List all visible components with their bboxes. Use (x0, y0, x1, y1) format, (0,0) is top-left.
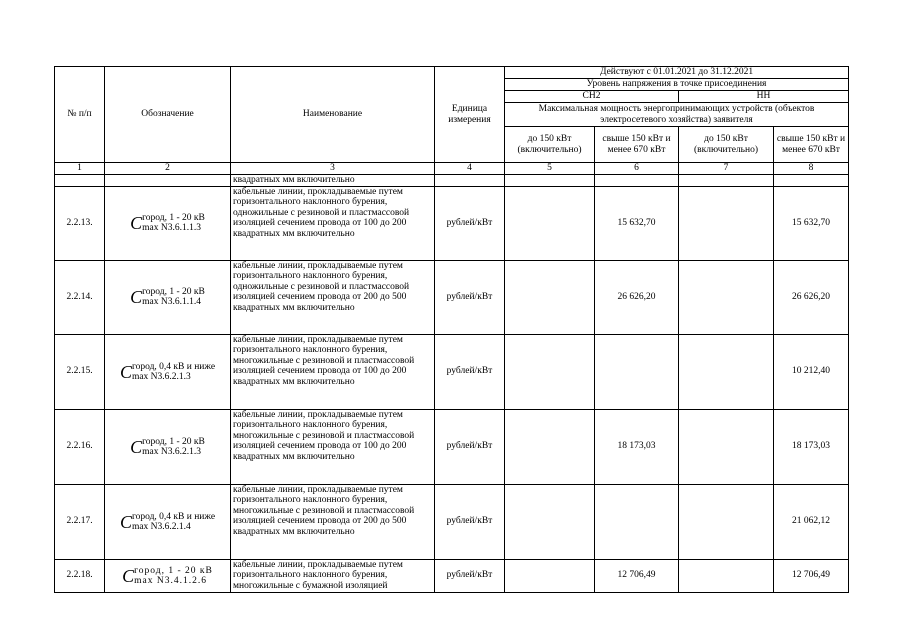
value-col8: 12 706,49 (774, 559, 849, 592)
row-number: 2.2.18. (55, 559, 105, 592)
row-number: 2.2.15. (55, 334, 105, 409)
col-number: 1 (55, 163, 105, 175)
value-col7 (679, 186, 774, 260)
table-row (55, 186, 849, 260)
row-unit: рублей/кВт (435, 559, 505, 592)
value-col6 (595, 334, 679, 409)
continuation-text: квадратных мм включительно (231, 174, 435, 186)
row-unit: рублей/кВт (435, 186, 505, 260)
col-number: 6 (595, 163, 679, 175)
row-name: кабельные линии, прокладываемые путем горизонтального наклонного бурения, многожильные с резиновой и пластмассовой изоляцией сечением провода от 100 до 200 квадратных мм включительно (231, 334, 435, 409)
value-col5 (505, 484, 595, 559)
table-row (55, 484, 849, 559)
code-symbol: C (119, 511, 132, 532)
header-ch2: СН2 (505, 91, 679, 103)
value-col6: 15 632,70 (595, 186, 679, 260)
code-subscript: max N3.4.1.2.6 (134, 575, 207, 586)
value-col5 (505, 186, 595, 260)
value-col8: 15 632,70 (774, 186, 849, 260)
table-row (55, 260, 849, 334)
table-row (55, 409, 849, 484)
code-superscript: город, 0,4 кВ и ниже (131, 361, 216, 372)
value-col6: 12 706,49 (595, 559, 679, 592)
col-number: 7 (679, 163, 774, 175)
value-col8: 26 626,20 (774, 260, 849, 334)
row-number: 2.2.16. (55, 409, 105, 484)
tariff-table (54, 66, 849, 593)
row-number: 2.2.13. (55, 186, 105, 260)
value-col5 (505, 409, 595, 484)
row-number: 2.2.14. (55, 260, 105, 334)
value-col5 (505, 334, 595, 409)
code-subscript: max N3.6.2.1.4 (131, 521, 191, 532)
header-col5: до 150 кВт (включительно) (505, 127, 595, 163)
designation-cell (105, 186, 231, 260)
header-voltage-level: Уровень напряжения в точке присоединения (505, 79, 849, 91)
code-superscript: город, 1 - 20 кВ (142, 436, 205, 447)
value-col5 (505, 559, 595, 592)
header-col7: до 150 кВт (включительно) (679, 127, 774, 163)
value-col6: 26 626,20 (595, 260, 679, 334)
col-number: 2 (105, 163, 231, 175)
row-number: 2.2.17. (55, 484, 105, 559)
code-symbol: C (130, 436, 143, 457)
header-period: Действуют с 01.01.2021 до 31.12.2021 (505, 67, 849, 79)
value-col8: 10 212,40 (774, 334, 849, 409)
value-col7 (679, 559, 774, 592)
header-name: Наименование (231, 67, 435, 163)
header-col6: свыше 150 кВт и менее 670 кВт (595, 127, 679, 163)
col-number: 3 (231, 163, 435, 175)
designation-cell (105, 334, 231, 409)
code-superscript: город, 1 - 20 кВ (134, 565, 213, 576)
designation-cell (105, 409, 231, 484)
value-col7 (679, 334, 774, 409)
row-name: кабельные линии, прокладываемые путем горизонтального наклонного бурения, одножильные с резиновой и пластмассовой изоляцией сечением провода от 100 до 200 квадратных мм включительно (231, 186, 435, 260)
row-name: кабельные линии, прокладываемые путем горизонтального наклонного бурения, многожильные с резиновой и пластмассовой изоляцией сечением провода от 100 до 200 квадратных мм включительно (231, 409, 435, 484)
code-superscript: город, 1 - 20 кВ (142, 213, 205, 223)
header-designation: Обозначение (105, 67, 231, 163)
row-name: кабельные линии, прокладываемые путем горизонтального наклонного бурения, многожильные с резиновой и пластмассовой изоляцией сечением провода от 200 до 500 квадратных мм включительно (231, 484, 435, 559)
code-subscript: max N3.6.2.1.3 (142, 446, 201, 457)
row-unit: рублей/кВт (435, 260, 505, 334)
value-col7 (679, 484, 774, 559)
code-symbol: C (122, 565, 135, 586)
code-symbol: C (119, 361, 132, 382)
value-col6 (595, 484, 679, 559)
col-number: 5 (505, 163, 595, 175)
row-unit: рублей/кВт (435, 409, 505, 484)
table-row (55, 334, 849, 409)
header-col8: свыше 150 кВт и менее 670 кВт (774, 127, 849, 163)
value-col8: 21 062,12 (774, 484, 849, 559)
header-unit: Единица измерения (435, 67, 505, 163)
header-nn: НН (679, 91, 849, 103)
row-name: кабельные линии, прокладываемые путем горизонтального наклонного бурения, многожильные с бумажной изоляцией (231, 559, 435, 592)
code-superscript: город, 0,4 кВ и ниже (131, 511, 216, 522)
code-subscript: max N3.6.2.1.3 (131, 371, 191, 382)
code-subscript: max N3.6.1.1.4 (142, 297, 201, 307)
value-col7 (679, 260, 774, 334)
header-num: № п/п (55, 67, 105, 163)
code-symbol: C (130, 212, 143, 233)
value-col5 (505, 260, 595, 334)
header-max-power: Максимальная мощность энергопринимающих устройств (объектов электросетевого хозяйства) заявителя (505, 103, 849, 127)
continuation-row (55, 174, 849, 186)
row-unit: рублей/кВт (435, 334, 505, 409)
value-col8: 18 173,03 (774, 409, 849, 484)
code-subscript: max N3.6.1.1.3 (142, 223, 201, 233)
value-col6: 18 173,03 (595, 409, 679, 484)
code-symbol: C (130, 286, 143, 307)
col-number: 4 (435, 163, 505, 175)
col-number: 8 (774, 163, 849, 175)
table-row (55, 559, 849, 592)
designation-cell (105, 559, 231, 592)
row-name: кабельные линии, прокладываемые путем горизонтального наклонного бурения, одножильные с резиновой и пластмассовой изоляцией сечением провода от 200 до 500 квадратных мм включительно (231, 260, 435, 334)
designation-cell (105, 484, 231, 559)
code-superscript: город, 1 - 20 кВ (142, 287, 205, 297)
value-col7 (679, 409, 774, 484)
column-numbers-row (55, 163, 849, 175)
row-unit: рублей/кВт (435, 484, 505, 559)
designation-cell (105, 260, 231, 334)
